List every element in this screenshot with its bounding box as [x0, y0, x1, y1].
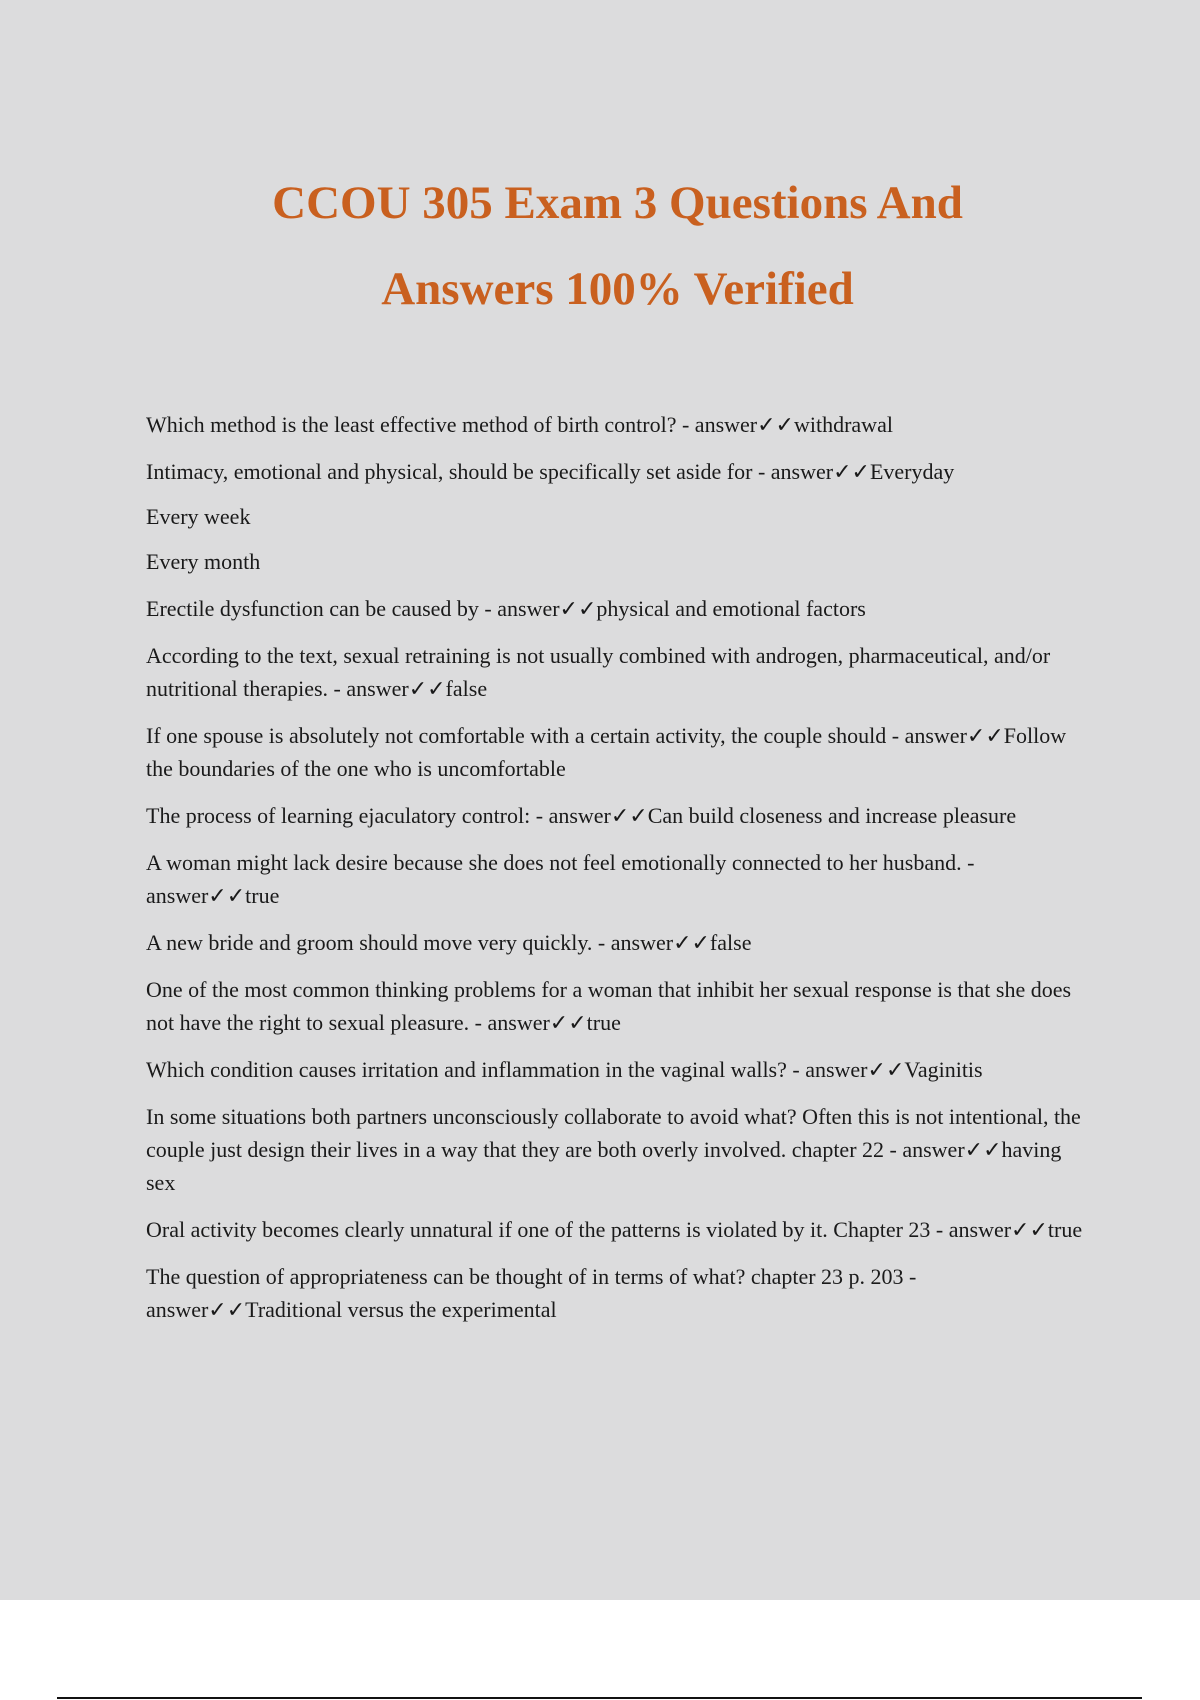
footer-divider: [57, 1697, 1142, 1699]
page-footer-area: [0, 1600, 1200, 1700]
qa-entry: Which method is the least effective method of birth control? - answer✓✓withdrawal: [146, 412, 893, 437]
title-line-1: CCOU 305 Exam 3 Questions And: [272, 177, 963, 229]
qa-entry: Every week: [146, 504, 251, 529]
qa-entry: One of the most common thinking problems for a woman that inhibit her sexual response is that she does not have the right to sexual pleasure. - answer✓✓true: [146, 977, 1072, 1035]
qa-entry: Oral activity becomes clearly unnatural if one of the patterns is violated by it. Chapter 23 - answer✓✓true: [146, 1217, 1083, 1242]
question-answer-list: [146, 408, 1086, 1340]
title-line-2: Answers 100% Verified: [381, 263, 854, 315]
document-title: [0, 160, 1200, 332]
qa-entry: If one spouse is absolutely not comfortable with a certain activity, the couple should - answer✓✓Follow the boundaries of the one who is uncomfortable: [146, 723, 1067, 781]
qa-entry: A woman might lack desire because she does not feel emotionally connected to her husband. - answer✓✓true: [146, 850, 975, 908]
qa-entry: According to the text, sexual retraining is not usually combined with androgen, pharmaceutical, and/or nutritional therapies. - answer✓✓false: [146, 643, 1051, 701]
qa-entry: The question of appropriateness can be thought of in terms of what? chapter 23 p. 203 - answer✓✓Traditional versus the experimental: [146, 1264, 917, 1322]
qa-entry: In some situations both partners unconsciously collaborate to avoid what? Often this is not intentional, the couple just design their lives in a way that they are both overly involved. chapter 22 - answer✓✓having sex: [146, 1104, 1081, 1195]
qa-entry: A new bride and groom should move very quickly. - answer✓✓false: [146, 930, 752, 955]
qa-entry: The process of learning ejaculatory control: - answer✓✓Can build closeness and increase pleasure: [146, 803, 1017, 828]
qa-entry: Intimacy, emotional and physical, should be specifically set aside for - answer✓✓Everyday: [146, 459, 955, 484]
qa-entry: Every month: [146, 549, 261, 574]
qa-entry: Erectile dysfunction can be caused by - answer✓✓physical and emotional factors: [146, 596, 866, 621]
qa-entry: Which condition causes irritation and inflammation in the vaginal walls? - answer✓✓Vaginitis: [146, 1057, 983, 1082]
